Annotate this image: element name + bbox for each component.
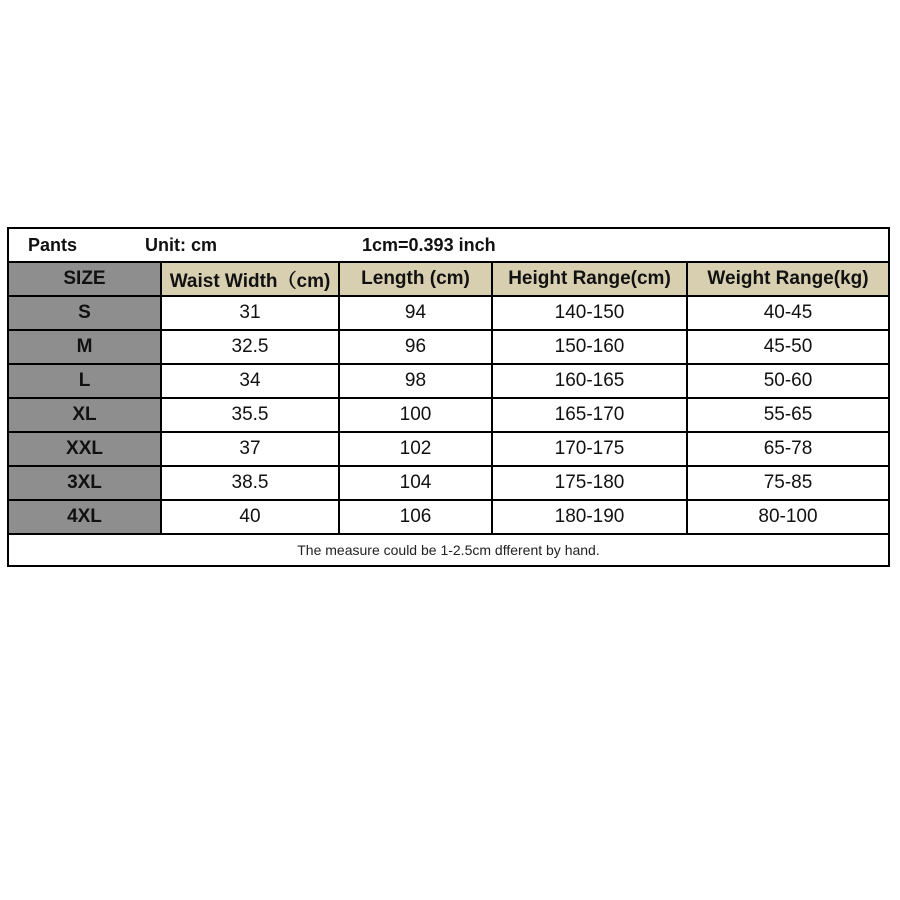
table-row [9,466,888,500]
weight-cell: 45-50 [687,330,888,364]
product-label: Pants [28,235,78,255]
length-cell: 98 [339,364,492,398]
size-table [9,263,888,535]
length-cell: 106 [339,500,492,534]
waist-cell: 35.5 [161,398,339,432]
header-row [9,263,888,296]
height-cell: 165-170 [492,398,687,432]
length-cell: 104 [339,466,492,500]
height-cell: 175-180 [492,466,687,500]
size-cell: XXL [9,432,161,466]
measurement-note: The measure could be 1-2.5cm dfferent by hand. [297,542,600,558]
height-cell: 180-190 [492,500,687,534]
size-cell: 4XL [9,500,161,534]
column-header-height: Height Range(cm) [492,263,687,296]
waist-cell: 32.5 [161,330,339,364]
weight-cell: 75-85 [687,466,888,500]
table-row [9,398,888,432]
waist-cell: 40 [161,500,339,534]
height-cell: 150-160 [492,330,687,364]
weight-cell: 50-60 [687,364,888,398]
weight-cell: 80-100 [687,500,888,534]
table-row [9,364,888,398]
column-header-length: Length (cm) [339,263,492,296]
height-cell: 140-150 [492,296,687,330]
length-cell: 102 [339,432,492,466]
height-cell: 170-175 [492,432,687,466]
weight-cell: 65-78 [687,432,888,466]
weight-cell: 40-45 [687,296,888,330]
size-cell: L [9,364,161,398]
size-cell: 3XL [9,466,161,500]
size-cell: M [9,330,161,364]
length-cell: 96 [339,330,492,364]
conversion-label: 1cm=0.393 inch [362,235,496,255]
length-cell: 94 [339,296,492,330]
table-row [9,330,888,364]
chart-title-row [9,229,888,263]
height-cell: 160-165 [492,364,687,398]
waist-cell: 31 [161,296,339,330]
size-chart [7,227,890,567]
weight-cell: 55-65 [687,398,888,432]
column-header-size: SIZE [9,263,161,296]
waist-cell: 37 [161,432,339,466]
table-row [9,296,888,330]
unit-label: Unit: cm [145,235,217,255]
table-row [9,500,888,534]
waist-cell: 38.5 [161,466,339,500]
size-cell: XL [9,398,161,432]
waist-cell: 34 [161,364,339,398]
column-header-weight: Weight Range(kg) [687,263,888,296]
size-cell: S [9,296,161,330]
column-header-waist: Waist Width（cm) [161,263,339,296]
length-cell: 100 [339,398,492,432]
table-row [9,432,888,466]
